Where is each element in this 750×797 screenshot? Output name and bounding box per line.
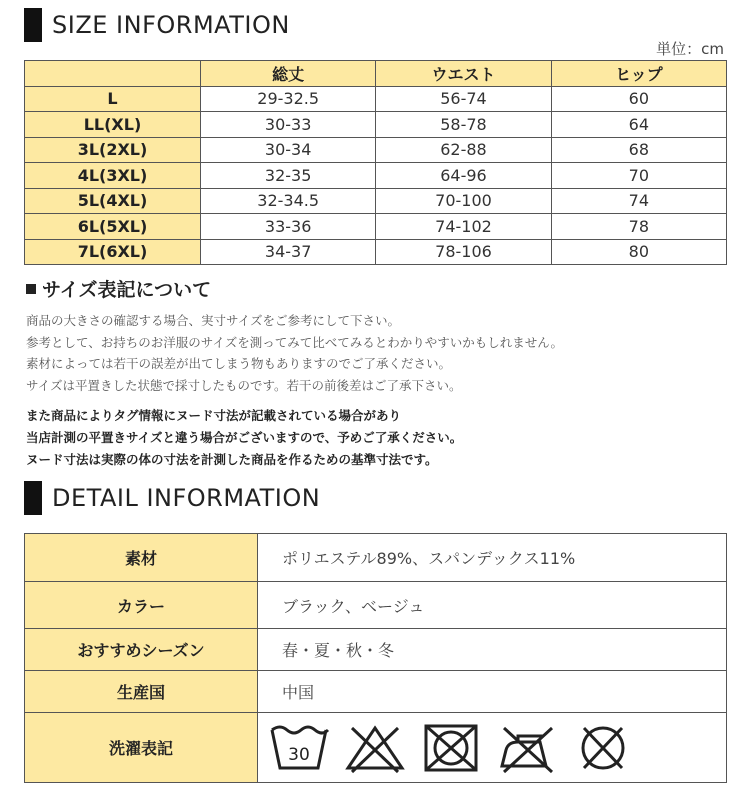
size-label: LL(XL) bbox=[25, 112, 201, 138]
size-label: 4L(3XL) bbox=[25, 163, 201, 189]
detail-value-color: ブラック、ベージュ bbox=[258, 582, 727, 629]
size-label: 5L(4XL) bbox=[25, 188, 201, 214]
wash-temp-label: 30 bbox=[288, 744, 310, 765]
size-section-title: SIZE INFORMATION bbox=[52, 11, 290, 39]
detail-value-season: 春・夏・秋・冬 bbox=[258, 629, 727, 671]
table-row bbox=[25, 137, 727, 163]
notes-bold-text bbox=[26, 405, 462, 471]
table-row bbox=[25, 163, 727, 189]
note-line: 商品の大きさの確認する場合、実寸サイズをご参考にして下さい。 bbox=[26, 313, 401, 328]
header-bar bbox=[24, 481, 42, 515]
length-cell: 32-34.5 bbox=[201, 188, 376, 214]
hip-cell: 60 bbox=[551, 86, 726, 112]
table-row bbox=[25, 582, 727, 629]
table-row bbox=[25, 188, 727, 214]
size-label: 3L(2XL) bbox=[25, 137, 201, 163]
note-line: 素材によっては若干の誤差が出てしまう物もありますのでご了承ください。 bbox=[26, 356, 452, 371]
table-row bbox=[25, 239, 727, 265]
detail-section-header bbox=[24, 481, 320, 515]
detail-value-material: ポリエステル89%、スパンデックス11% bbox=[258, 534, 727, 582]
detail-value-origin: 中国 bbox=[258, 671, 727, 713]
wash-30-icon bbox=[268, 722, 330, 774]
header-bar bbox=[24, 8, 42, 42]
notes-text bbox=[26, 310, 563, 396]
hip-cell: 70 bbox=[551, 163, 726, 189]
note-bold-line: また商品によりタグ情報にヌード寸法が記載されている場合があり bbox=[26, 408, 402, 423]
detail-table bbox=[24, 533, 727, 783]
note-bold-line: ヌード寸法は実際の体の寸法を計測した商品を作るための基準寸法です。 bbox=[26, 452, 438, 467]
table-row bbox=[25, 86, 727, 112]
care-icons-cell bbox=[258, 713, 727, 783]
square-bullet-icon bbox=[26, 284, 36, 294]
waist-cell: 64-96 bbox=[376, 163, 551, 189]
size-table bbox=[24, 60, 727, 265]
hip-cell: 64 bbox=[551, 112, 726, 138]
detail-section-title: DETAIL INFORMATION bbox=[52, 484, 321, 512]
hip-cell: 74 bbox=[551, 188, 726, 214]
no-tumble-dry-icon bbox=[420, 722, 482, 774]
waist-cell: 70-100 bbox=[376, 188, 551, 214]
waist-cell: 56-74 bbox=[376, 86, 551, 112]
notes-title bbox=[26, 275, 211, 302]
size-table-header bbox=[25, 61, 727, 87]
no-iron-icon bbox=[496, 722, 558, 774]
size-label: L bbox=[25, 86, 201, 112]
detail-label-origin: 生産国 bbox=[25, 671, 258, 713]
hip-cell: 78 bbox=[551, 214, 726, 240]
length-cell: 32-35 bbox=[201, 163, 376, 189]
table-row bbox=[25, 112, 727, 138]
table-row bbox=[25, 214, 727, 240]
note-bold-line: 当店計測の平置きサイズと違う場合がございますので、予めご了承ください。 bbox=[26, 430, 463, 445]
col-header: 総丈 bbox=[201, 61, 376, 87]
unit-label: 単位：cm bbox=[656, 40, 724, 58]
corner-cell bbox=[25, 61, 201, 87]
note-line: サイズは平置きした状態で採寸したものです。若干の前後差はご了承下さい。 bbox=[26, 377, 462, 393]
size-label: 7L(6XL) bbox=[25, 239, 201, 265]
waist-cell: 58-78 bbox=[376, 112, 551, 138]
length-cell: 29-32.5 bbox=[201, 86, 376, 112]
note-line: 参考として、お持ちのお洋服のサイズを測ってみて比べてみるとわかりやすいかもしれません。 bbox=[26, 334, 564, 350]
size-section-header bbox=[24, 8, 290, 42]
waist-cell: 74-102 bbox=[376, 214, 551, 240]
length-cell: 30-34 bbox=[201, 137, 376, 163]
table-row bbox=[25, 713, 727, 783]
length-cell: 34-37 bbox=[201, 239, 376, 265]
detail-label-material: 素材 bbox=[25, 534, 258, 582]
no-bleach-icon bbox=[344, 722, 406, 774]
waist-cell: 78-106 bbox=[376, 239, 551, 265]
col-header: ヒップ bbox=[551, 61, 726, 87]
notes-title-text: サイズ表記について bbox=[42, 279, 212, 301]
table-row bbox=[25, 671, 727, 713]
detail-label-care: 洗濯表記 bbox=[25, 713, 258, 783]
hip-cell: 80 bbox=[551, 239, 726, 265]
size-label: 6L(5XL) bbox=[25, 214, 201, 240]
care-icons bbox=[258, 722, 726, 774]
length-cell: 30-33 bbox=[201, 112, 376, 138]
table-row bbox=[25, 534, 727, 582]
no-dry-clean-icon bbox=[572, 722, 634, 774]
detail-label-color: カラー bbox=[25, 582, 258, 629]
length-cell: 33-36 bbox=[201, 214, 376, 240]
hip-cell: 68 bbox=[551, 137, 726, 163]
table-row bbox=[25, 629, 727, 671]
waist-cell: 62-88 bbox=[376, 137, 551, 163]
detail-label-season: おすすめシーズン bbox=[25, 629, 258, 671]
col-header: ウエスト bbox=[376, 61, 551, 87]
